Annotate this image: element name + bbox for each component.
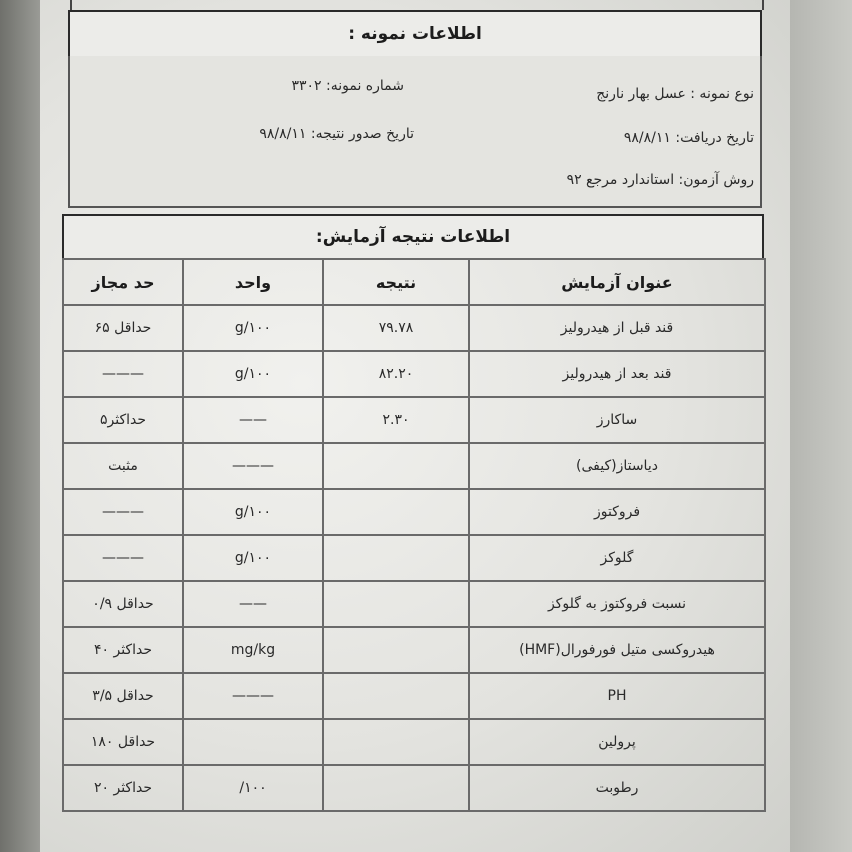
receipt-date-value: ۹۸/۸/۱۱ — [623, 130, 671, 146]
issue-date-label: تاریخ صدور نتیجه: — [310, 126, 414, 142]
table-row — [63, 581, 765, 627]
sample-type-label: نوع نمونه : — [690, 86, 754, 102]
cell-title: پرولین — [469, 719, 765, 765]
cell-title: PH — [469, 673, 765, 719]
cell-title: رطوبت — [469, 765, 765, 811]
sample-info-body — [68, 56, 762, 208]
table-row — [63, 397, 765, 443]
cell-limit: حداقل ۰/۹ — [63, 581, 183, 627]
background-right — [790, 0, 852, 852]
table-row — [63, 489, 765, 535]
table-row — [63, 765, 765, 811]
column-header-result: نتیجه — [323, 259, 469, 305]
cell-unit: —— — [183, 581, 323, 627]
column-header-title: عنوان آزمایش — [469, 259, 765, 305]
table-row — [63, 673, 765, 719]
sample-type — [596, 86, 754, 102]
table-row — [63, 535, 765, 581]
column-header-limit: حد مجاز — [63, 259, 183, 305]
cell-limit: ——— — [63, 351, 183, 397]
cell-limit: حداکثر۵ — [63, 397, 183, 443]
cell-title: هیدروکسی متیل فورفورال(HMF) — [469, 627, 765, 673]
sample-info-header: اطلاعات نمونه : — [68, 10, 762, 58]
cell-result — [323, 627, 469, 673]
cell-result — [323, 719, 469, 765]
results-table — [62, 258, 766, 812]
issue-date-value: ۹۸/۸/۱۱ — [259, 126, 307, 142]
cell-limit: حداکثر ۴۰ — [63, 627, 183, 673]
previous-section-edge — [70, 0, 764, 10]
cell-title: فروکتوز — [469, 489, 765, 535]
cell-result — [323, 535, 469, 581]
cell-unit: ——— — [183, 443, 323, 489]
sample-number-label: شماره نمونه: — [326, 78, 404, 94]
cell-limit: حداقل ۱۸۰ — [63, 719, 183, 765]
test-method-value: استاندارد مرجع ۹۲ — [566, 172, 675, 188]
receipt-date — [624, 130, 754, 146]
cell-title: گلوکز — [469, 535, 765, 581]
column-header-unit: واحد — [183, 259, 323, 305]
cell-unit: g/۱۰۰ — [183, 535, 323, 581]
cell-unit: g/۱۰۰ — [183, 351, 323, 397]
table-row — [63, 351, 765, 397]
cell-result — [323, 673, 469, 719]
cell-limit: مثبت — [63, 443, 183, 489]
cell-unit: mg/kg — [183, 627, 323, 673]
test-method — [567, 172, 754, 188]
cell-title: دیاستاز(کیفی) — [469, 443, 765, 489]
issue-date — [259, 126, 414, 142]
table-row — [63, 443, 765, 489]
cell-title: نسبت فروکتوز به گلوکز — [469, 581, 765, 627]
cell-result: ۸۲.۲۰ — [323, 351, 469, 397]
cell-unit: g/۱۰۰ — [183, 305, 323, 351]
table-row — [63, 719, 765, 765]
cell-unit: —— — [183, 397, 323, 443]
cell-unit: g/۱۰۰ — [183, 489, 323, 535]
cell-unit — [183, 719, 323, 765]
cell-result — [323, 765, 469, 811]
cell-title: قند بعد از هیدرولیز — [469, 351, 765, 397]
cell-limit: ——— — [63, 535, 183, 581]
receipt-date-label: تاریخ دریافت: — [675, 130, 754, 146]
table-row — [63, 305, 765, 351]
cell-title: ساکارز — [469, 397, 765, 443]
background-left — [0, 0, 40, 852]
cell-unit: /۱۰۰ — [183, 765, 323, 811]
cell-limit: حداقل ۳/۵ — [63, 673, 183, 719]
sample-type-value: عسل بهار نارنج — [596, 86, 686, 102]
sample-info-section — [68, 10, 762, 196]
table-row — [63, 627, 765, 673]
cell-result — [323, 489, 469, 535]
cell-limit: حداقل ۶۵ — [63, 305, 183, 351]
cell-limit: حداکثر ۲۰ — [63, 765, 183, 811]
cell-result — [323, 443, 469, 489]
table-header-row — [63, 259, 765, 305]
results-header: اطلاعات نتیجه آزمایش: — [62, 214, 764, 260]
cell-result — [323, 581, 469, 627]
sample-number-value: ۳۳۰۲ — [291, 78, 322, 94]
cell-unit: ——— — [183, 673, 323, 719]
cell-result: ۷۹.۷۸ — [323, 305, 469, 351]
cell-result: ۲.۳۰ — [323, 397, 469, 443]
test-method-label: روش آزمون: — [678, 172, 754, 188]
cell-title: قند قبل از هیدرولیز — [469, 305, 765, 351]
cell-limit: ——— — [63, 489, 183, 535]
sample-number — [291, 78, 404, 94]
